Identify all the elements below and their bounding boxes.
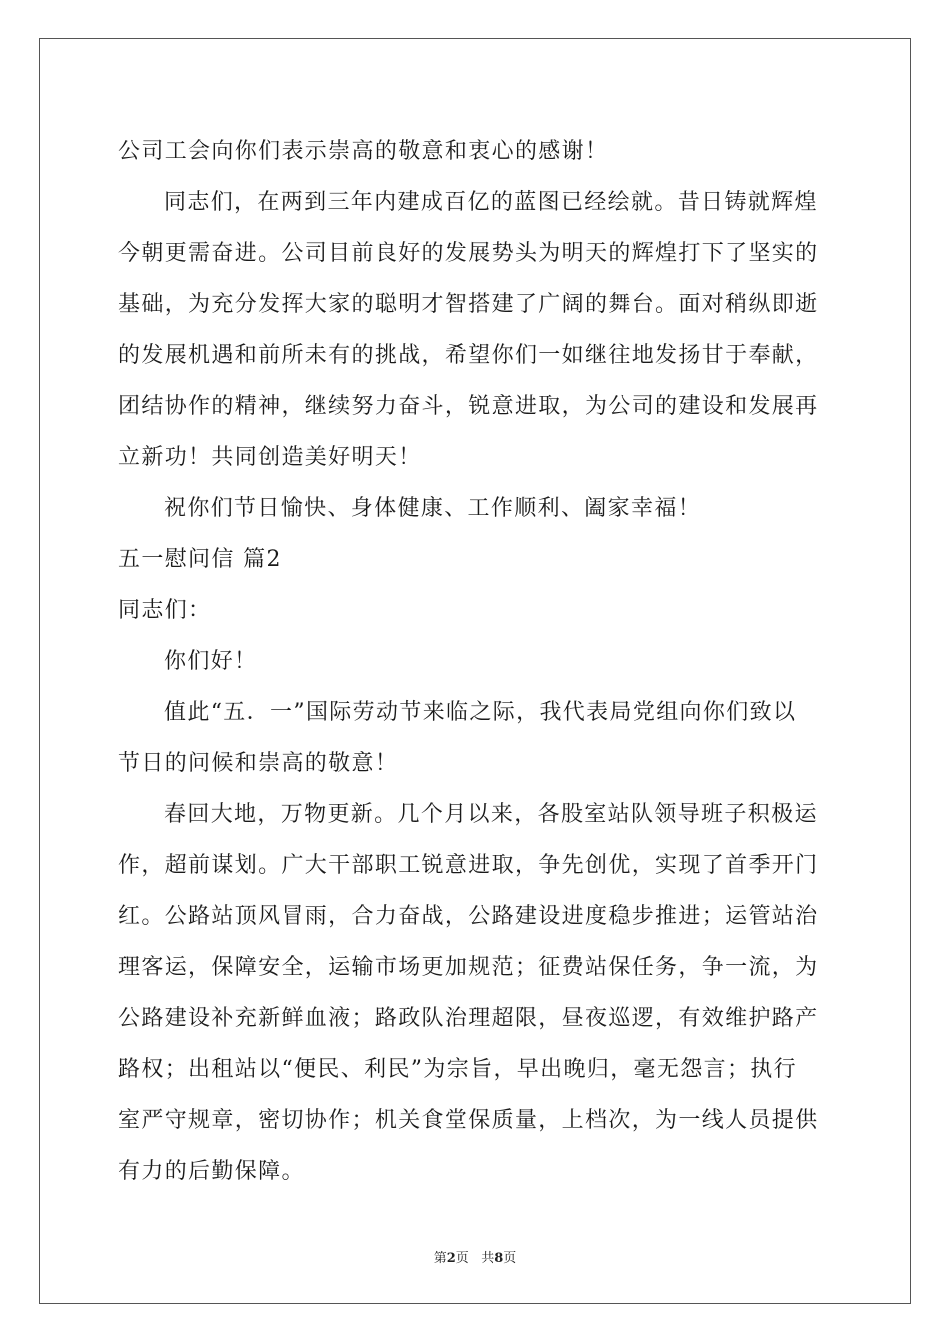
text-line: 有力的后勤保障。 [118, 1159, 305, 1184]
text-line: 基础，为充分发挥大家的聪明才智搭建了广阔的舞台。面对稍纵即逝 [118, 292, 819, 317]
text-line: 公司工会向你们表示崇高的敬意和衷心的感谢！ [118, 139, 609, 164]
text-line: 路权；出租站以“便民、利民”为宗旨，早出晚归，毫无怨言；执行 [118, 1057, 797, 1082]
text-line: 今朝更需奋进。公司目前良好的发展势头为明天的辉煌打下了坚实的 [118, 241, 819, 266]
text-line: 团结协作的精神，继续努力奋斗，锐意进取，为公司的建设和发展再 [118, 394, 819, 419]
text-line: 春回大地，万物更新。几个月以来，各股室站队领导班子积极运 [164, 802, 818, 827]
total-suffix: 页 [503, 1251, 517, 1266]
page-suffix: 页 [455, 1251, 469, 1266]
salutation: 同志们： [118, 598, 212, 623]
greeting: 你们好！ [164, 649, 258, 674]
text-line: 理客运，保障安全，运输市场更加规范；征费站保任务，争一流，为 [118, 955, 819, 980]
text-line: 节日的问候和崇高的敬意！ [118, 751, 399, 776]
text-line: 同志们，在两到三年内建成百亿的蓝图已经绘就。昔日铸就辉煌 [164, 190, 818, 215]
text-line: 祝你们节日愉快、身体健康、工作顺利、阖家幸福！ [164, 496, 702, 521]
page-prefix: 第 [433, 1251, 447, 1266]
section-heading: 五一慰问信 篇2 [118, 547, 282, 572]
total-pages: 8 [494, 1251, 504, 1266]
text-line: 室严守规章，密切协作；机关食堂保质量，上档次，为一线人员提供 [118, 1108, 819, 1133]
page-footer [0, 1247, 950, 1266]
document-body [118, 126, 838, 1197]
text-line: 作，超前谋划。广大干部职工锐意进取，争先创优，实现了首季开门 [118, 853, 819, 878]
text-line: 值此“五．一”国际劳动节来临之际，我代表局党组向你们致以 [164, 700, 797, 725]
total-prefix: 共 [481, 1251, 495, 1266]
text-line: 红。公路站顶风冒雨，合力奋战，公路建设进度稳步推进；运管站治 [118, 904, 819, 929]
text-line: 公路建设补充新鲜血液；路政队治理超限，昼夜巡逻，有效维护路产 [118, 1006, 819, 1031]
page-number: 2 [446, 1251, 456, 1266]
text-line: 的发展机遇和前所未有的挑战，希望你们一如继往地发扬甘于奉献， [118, 343, 819, 368]
text-line: 立新功！共同创造美好明天！ [118, 445, 422, 470]
